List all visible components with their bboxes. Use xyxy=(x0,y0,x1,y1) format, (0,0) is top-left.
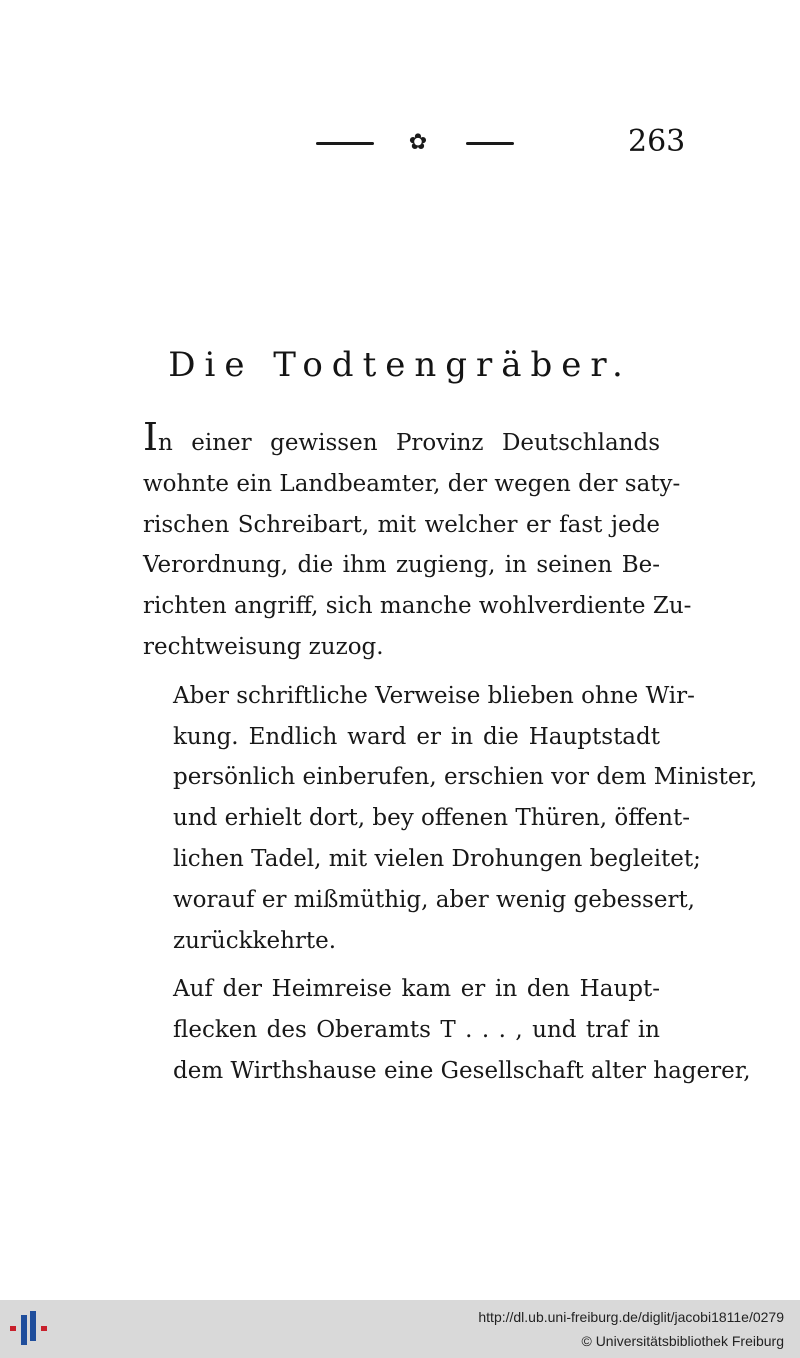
text-line: und erhielt dort, bey offenen Thüren, öffent- xyxy=(173,805,691,832)
viewer-footer xyxy=(0,1300,800,1358)
header-ornament xyxy=(314,126,514,160)
paragraph xyxy=(143,969,751,1091)
footer-copyright: © Universitätsbibliothek Freiburg xyxy=(581,1333,784,1349)
logo-bar-right xyxy=(41,1326,47,1331)
logo-bar-left xyxy=(10,1326,16,1331)
text-line: flecken des Oberamts T . . . , und traf in xyxy=(173,1017,660,1044)
text-line: wohnte ein Landbeamter, der wegen der saty- xyxy=(143,470,681,497)
text-line: In einer gewissen Provinz Deutschlands xyxy=(143,415,660,459)
text-line: worauf er mißmüthig, aber wenig gebessert, xyxy=(173,886,695,913)
ornament-dash-left xyxy=(316,142,374,145)
drop-cap: I xyxy=(143,415,159,459)
flower-ornament-icon: ✿ xyxy=(408,130,428,155)
text-line: rischen Schreibart, mit welcher er fast jede xyxy=(143,511,660,538)
paragraph xyxy=(143,415,692,668)
ornament-dash-right xyxy=(466,142,514,145)
paragraph xyxy=(143,676,758,962)
text-line: rechtweisung zuzog. xyxy=(143,633,384,660)
text-line: Aber schriftliche Verweise blieben ohne Wir- xyxy=(173,682,695,709)
text-line: kung. Endlich ward er in die Hauptstadt xyxy=(173,723,660,750)
logo-bar-mid-2 xyxy=(30,1311,36,1341)
body-text xyxy=(143,415,758,1100)
chapter-title: Die Todtengräber. xyxy=(168,345,632,385)
logo-bar-mid-1 xyxy=(21,1315,27,1345)
text-line: richten angriff, sich manche wohlverdiente Zu- xyxy=(143,593,692,620)
page-number: 263 xyxy=(628,124,686,159)
page-header xyxy=(0,118,800,168)
ub-freiburg-logo-icon xyxy=(8,1309,52,1349)
text-line: persönlich einberufen, erschien vor dem Minister, xyxy=(173,764,758,791)
text-line: zurückkehrte. xyxy=(173,927,337,954)
text-line: lichen Tadel, mit vielen Drohungen begleitet; xyxy=(173,845,701,872)
text-line: Auf der Heimreise kam er in den Haupt- xyxy=(173,976,660,1003)
text-line: dem Wirthshause eine Gesellschaft alter hagerer, xyxy=(173,1057,751,1084)
text-line: Verordnung, die ihm zugieng, in seinen Be- xyxy=(143,552,660,579)
footer-url[interactable]: http://dl.ub.uni-freiburg.de/diglit/jacobi1811e/0279 xyxy=(478,1309,784,1325)
